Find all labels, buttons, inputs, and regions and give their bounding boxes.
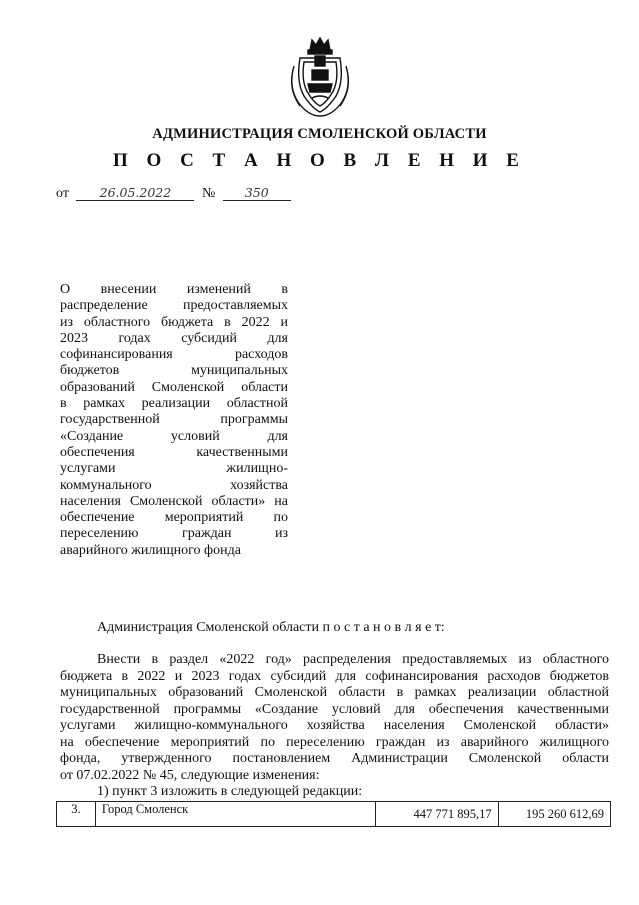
body-line: на обеспечение мероприятий по переселению граждан из аварийного жилищного	[60, 734, 609, 750]
organization-name: АДМИНИСТРАЦИЯ СМОЛЕНСКОЙ ОБЛАСТИ	[152, 126, 487, 142]
document-date: 26.05.2022	[76, 186, 194, 201]
list-item-1: 1) пункт 3 изложить в следующей редакции:	[97, 784, 363, 799]
subject-line: 2023 годах субсидий для	[60, 330, 288, 346]
subject-line: переселению граждан из	[60, 526, 288, 542]
body-line: бюджета в 2022 и 2023 годах субсидий для софинансирования расходов бюджетов	[60, 668, 609, 684]
subject-line: образований Смоленской области	[60, 379, 288, 395]
subject-line: услугами жилищно-	[60, 461, 288, 477]
number-label: №	[201, 186, 216, 201]
subject-line: из областного бюджета в 2022 и	[60, 314, 288, 330]
document-number: 350	[223, 186, 291, 201]
amount-2022: 447 771 895,17	[376, 802, 498, 827]
subject-line: населения Смоленской области» на	[60, 493, 288, 509]
body-line: фонда, утвержденного постановлением Администрации Смоленской области	[60, 751, 609, 766]
coat-of-arms-emblem	[286, 36, 354, 118]
subject-line: О внесении изменений в	[60, 282, 288, 297]
table-row	[57, 802, 611, 827]
body-line: услугами жилищно-коммунального хозяйства населения Смоленской области»	[60, 718, 609, 733]
subject-line: государственной программы	[60, 412, 288, 428]
subject-line: аварийного жилищного фонда	[60, 542, 241, 558]
document-subject	[60, 282, 288, 559]
subject-line: коммунального хозяйства	[60, 477, 288, 493]
subject-line: софинансирования расходов	[60, 347, 288, 363]
body-line: государственной программы «Создание условий для обеспечения качественными	[60, 701, 609, 717]
preamble: Администрация Смоленской области п о с т а н о в л я е т:	[97, 620, 445, 635]
subject-line: «Создание условий для	[60, 428, 288, 444]
amount-2023: 195 260 612,69	[498, 802, 610, 827]
subject-line: обеспечения качественными	[60, 444, 288, 460]
row-number: 3.	[57, 802, 96, 827]
from-label: от	[56, 186, 69, 201]
subject-line: распределение предоставляемых	[60, 298, 288, 314]
body-paragraph	[60, 652, 609, 784]
subsidy-table	[56, 801, 611, 827]
document-type: П О С Т А Н О В Л Е Н И Е	[113, 150, 526, 171]
body-line: муниципальных образований Смоленской области в рамках реализации областной	[60, 685, 609, 700]
municipality-name: Город Смоленск	[95, 802, 376, 827]
date-number-line	[56, 186, 291, 202]
subject-line: в рамках реализации областной	[60, 396, 288, 412]
body-line: от 07.02.2022 № 45, следующие изменения:	[60, 767, 320, 783]
subject-line: бюджетов муниципальных	[60, 363, 288, 379]
body-line: Внести в раздел «2022 год» распределения предоставляемых из областного	[97, 652, 609, 667]
subject-line: обеспечение мероприятий по	[60, 510, 288, 526]
